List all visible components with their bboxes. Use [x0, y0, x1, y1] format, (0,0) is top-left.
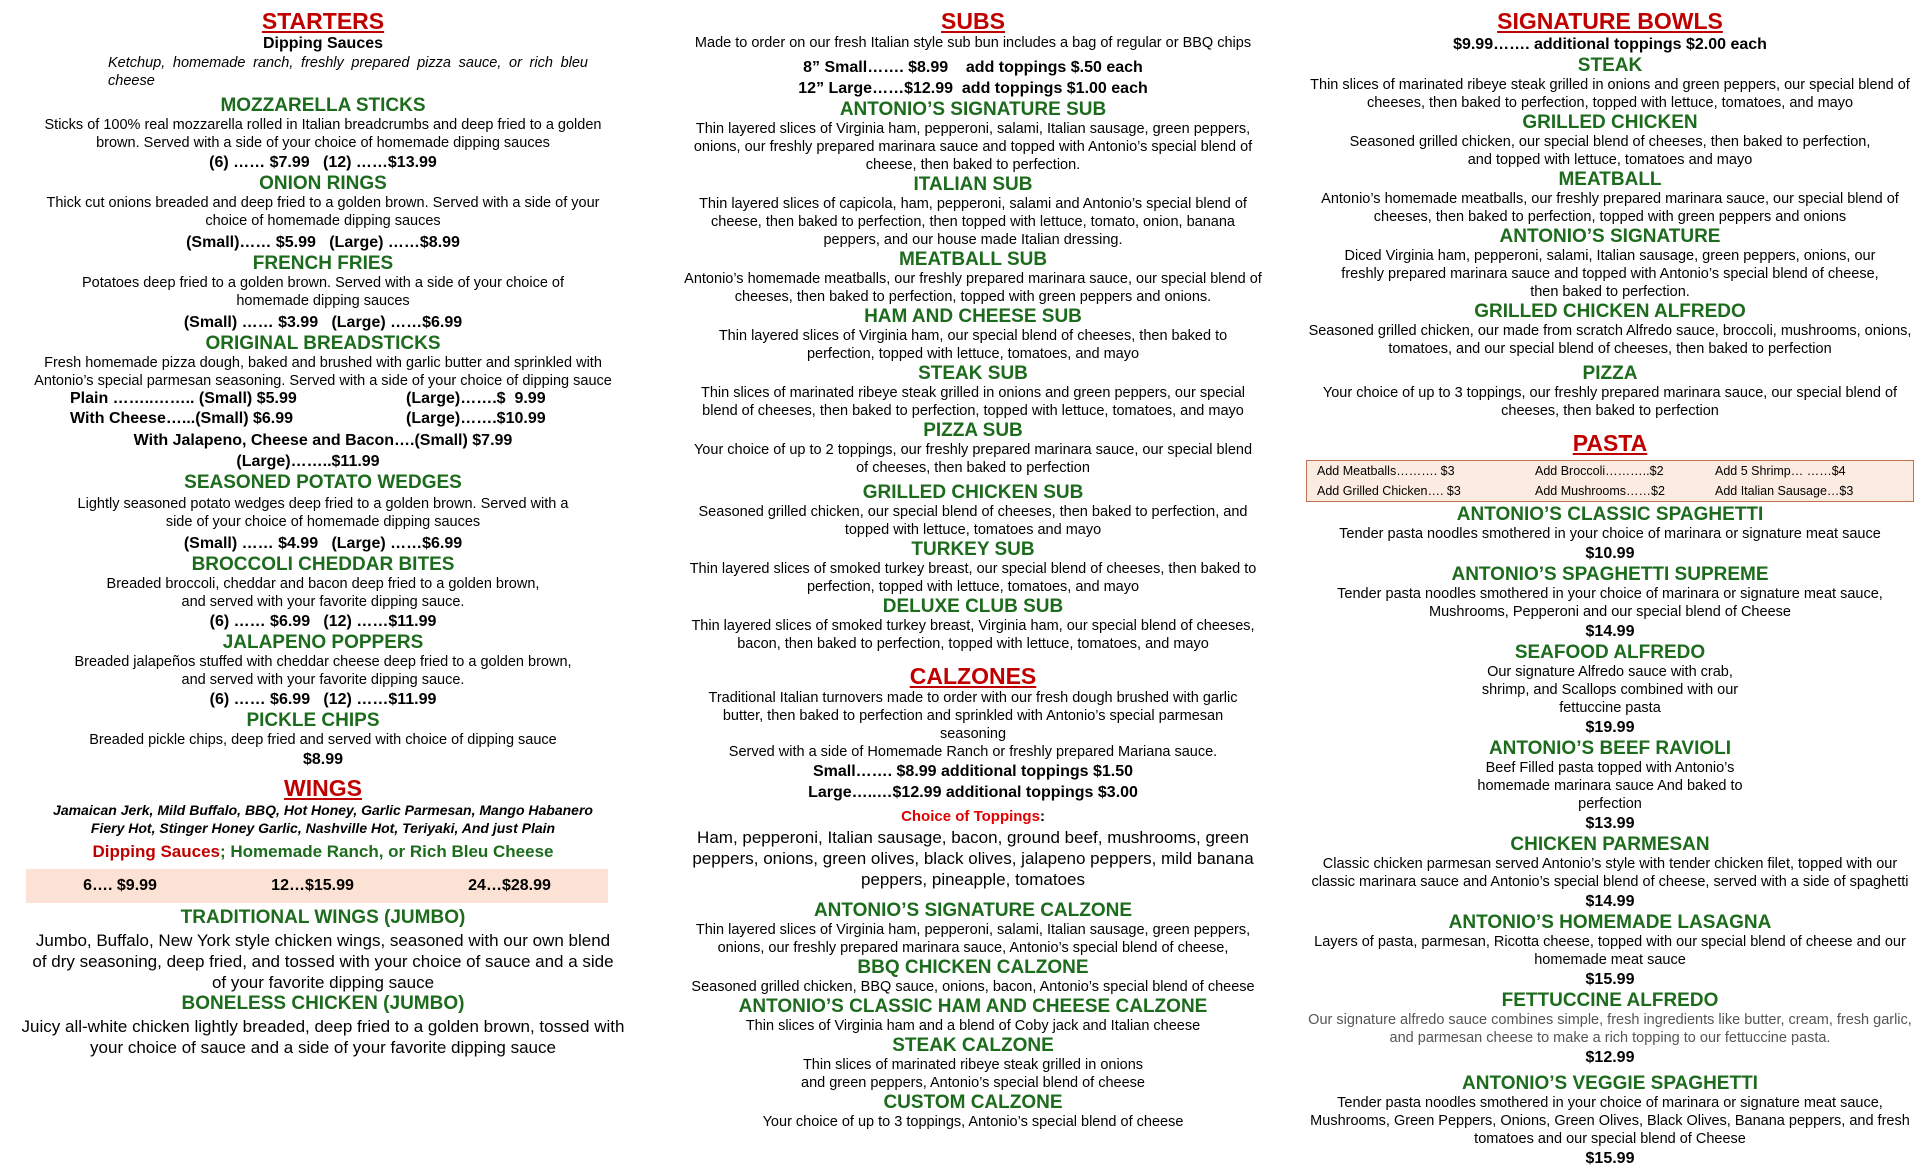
jalapeno-poppers-desc-1: Breaded jalapeños stuffed with cheddar cheese deep fried to a golden brown, — [74, 654, 572, 670]
column-starters-wings — [18, 8, 628, 1058]
beef-ravioli-desc: Beef Filled pasta topped with Antonio’s homemade marinara sauce And baked to perfection — [1477, 760, 1743, 812]
fettuccine-alfredo-title: FETTUCCINE ALFREDO — [1501, 990, 1719, 1011]
broccoli-bites-price: (6) …… $6.99 (12) ……$11.99 — [209, 613, 437, 630]
wings-flavors-1: Jamaican Jerk, Mild Buffalo, BBQ, Hot Honey, Garlic Parmesan, Mango Habanero — [53, 802, 593, 818]
meatball-bowl-desc: Antonio’s homemade meatballs, our freshly prepared marinara sauce, our special blend of cheeses, then baked to perfection, topped with green peppers and onions — [1321, 191, 1899, 225]
bbq-chicken-calzone-title: BBQ CHICKEN CALZONE — [857, 957, 1089, 978]
deluxe-club-sub-title: DELUXE CLUB SUB — [882, 596, 1064, 617]
fettuccine-alfredo-desc: Our signature alfredo sauce combines simple, fresh ingredients like butter, cream, fresh garlic, and parmesan cheese to make a rich topping to our fettuccine pasta. — [1308, 1012, 1912, 1046]
seafood-alfredo-title: SEAFOOD ALFREDO — [1514, 642, 1706, 663]
turkey-sub-desc: Thin layered slices of smoked turkey breast, our special blend of cheeses, then baked to perfection, topped with lettuce, tomatoes, and mayo — [689, 561, 1257, 595]
pasta-addons-band — [1306, 460, 1914, 502]
dipping-sauces-desc: Ketchup, homemade ranch, freshly prepared pizza sauce, or rich bleu cheese — [108, 55, 588, 89]
pizza-sub-desc: Your choice of up to 2 toppings, our freshly prepared marinara sauce, our special blend of cheeses, then baked to perfection — [693, 442, 1253, 476]
wings-title: WINGS — [284, 775, 362, 801]
dipping-sauces-title: Dipping Sauces — [262, 35, 384, 52]
steak-sub-title: STEAK SUB — [918, 363, 1028, 384]
calzones-toppings-label — [668, 807, 1278, 827]
wings-price-12: 12…$15.99 — [271, 877, 354, 894]
subs-price-large: 12” Large……$12.99 add toppings $1.00 each — [798, 80, 1148, 97]
jalapeno-poppers-desc-2: and served with your favorite dipping sauce. — [181, 672, 465, 688]
mozzarella-sticks-title: MOZZARELLA STICKS — [220, 95, 426, 116]
lasagna-desc: Layers of pasta, parmesan, Ricotta cheese, topped with our special blend of cheese and our homemade meat sauce — [1314, 934, 1906, 968]
potato-wedges-price: (Small) …… $4.99 (Large) ……$6.99 — [183, 535, 463, 552]
grilled-chicken-bowl-title: GRILLED CHICKEN — [1522, 112, 1698, 133]
broccoli-bites-desc-1: Breaded broccoli, cheddar and bacon deep fried to a golden brown, — [106, 576, 540, 592]
french-fries-price: (Small) …… $3.99 (Large) ……$6.99 — [183, 314, 463, 331]
beef-ravioli-price: $13.99 — [1585, 815, 1635, 832]
breadsticks-jalapeno-price: With Jalapeno, Cheese and Bacon….(Small) $7.99 — [133, 432, 513, 449]
breadsticks-jalapeno-large: (Large)……..$11.99 — [236, 453, 380, 470]
onion-rings-price: (Small)…… $5.99 (Large) ……$8.99 — [186, 234, 460, 251]
wings-price-6: 6…. $9.99 — [83, 877, 157, 894]
addon-shrimp: Add 5 Shrimp… ……$4 — [1715, 464, 1846, 478]
potato-wedges-desc: Lightly seasoned potato wedges deep fried to a golden brown. Served with a side of your choice of homemade dipping sauces — [77, 496, 569, 530]
signature-calzone-desc: Thin layered slices of Virginia ham, pepperoni, salami, Italian sausage, green peppers, onions, our freshly prepared marinara sauce, Antonio’s special blend of cheese, — [695, 922, 1251, 956]
mozzarella-sticks-desc: Sticks of 100% real mozzarella rolled in Italian breadcrumbs and deep fried to a golden brown. Served with a side of your choice of homemade dipping sauces — [44, 117, 602, 151]
breadsticks-plain-large: (Large)…….$ 9.99 — [406, 390, 546, 407]
column-subs-calzones — [668, 8, 1278, 1131]
chicken-parmesan-price: $14.99 — [1585, 893, 1635, 910]
wings-dipping-sauces — [18, 839, 628, 865]
subs-title: SUBS — [941, 8, 1005, 34]
toppings-label-text: Choice of Toppings — [901, 808, 1040, 825]
lasagna-title: ANTONIO’S HOMEMADE LASAGNA — [1448, 912, 1772, 933]
pasta-title: PASTA — [1572, 430, 1648, 456]
breadsticks-plain-small: Plain ……..…….. (Small) $5.99 — [70, 390, 297, 407]
grilled-chicken-bowl-desc: Seasoned grilled chicken, our special blend of cheeses, then baked to perfection, and topped with lettuce, tomatoes and mayo — [1349, 134, 1871, 168]
jalapeno-poppers-title: JALAPENO POPPERS — [222, 632, 424, 653]
veggie-spaghetti-desc: Tender pasta noodles smothered in your choice of marinara or signature meat sauce, Mushrooms, Green Peppers, Onions, Green Olives, Black Olives, Banana peppers, and fresh tomatoes and our special blend of Cheese — [1310, 1095, 1910, 1147]
addon-broccoli: Add Broccoli………..$2 — [1535, 464, 1664, 478]
signature-sub-title: ANTONIO’S SIGNATURE SUB — [839, 99, 1107, 120]
french-fries-title: FRENCH FRIES — [252, 253, 394, 274]
onion-rings-title: ONION RINGS — [259, 173, 387, 194]
calzones-intro: Traditional Italian turnovers made to order with our fresh dough brushed with garlic butter, then baked to perfection and sprinkled with Antonio’s special parmesan seasoning — [708, 690, 1238, 742]
jalapeno-poppers-price: (6) …… $6.99 (12) ……$11.99 — [209, 691, 437, 708]
meatball-sub-desc: Antonio’s homemade meatballs, our freshly prepared marinara sauce, our special blend of cheeses, then baked to perfection, topped with green peppers and onions. — [684, 271, 1262, 305]
traditional-wings-desc: Jumbo, Buffalo, New York style chicken wings, seasoned with our own blend of dry seasoning, deep fried, and tossed with your choice of sauce and a side of your favorite dipping sauce — [32, 931, 614, 992]
meatball-bowl-title: MEATBALL — [1558, 169, 1662, 190]
italian-sub-desc: Thin layered slices of capicola, ham, pepperoni, salami and Antonio’s special blend of cheese, then baked to perfection, then topped with lettuce, tomato, onion, banana peppers, and our house made Italian dressing. — [699, 196, 1247, 248]
addon-italian-sausage: Add Italian Sausage…$3 — [1715, 484, 1854, 498]
wings-dipping-label: Dipping Sauces — [92, 842, 221, 861]
classic-spaghetti-price: $10.99 — [1585, 545, 1635, 562]
veggie-spaghetti-title: ANTONIO’S VEGGIE SPAGHETTI — [1462, 1073, 1758, 1094]
calzones-price-large: Large…..…$12.99 additional toppings $3.00 — [808, 784, 1138, 801]
breadsticks-cheese-large: (Large)…….$10.99 — [406, 410, 546, 427]
bowls-price: $9.99……. additional toppings $2.00 each — [1453, 36, 1767, 53]
breadsticks-plain-price — [18, 390, 628, 410]
calzones-price-small: Small……. $8.99 additional toppings $1.50 — [812, 763, 1134, 780]
pizza-bowl-desc: Your choice of up to 3 toppings, our freshly prepared marinara sauce, our special blend of cheeses, then baked to perfection — [1322, 385, 1898, 419]
chicken-alfredo-bowl-desc: Seasoned grilled chicken, our made from scratch Alfredo sauce, broccoli, mushrooms, onions, tomatoes, and our special blend of cheeses, then baked to perfection — [1308, 323, 1912, 357]
beef-ravioli-title: ANTONIO’S BEEF RAVIOLI — [1488, 738, 1732, 759]
addon-meatballs: Add Meatballs………. $3 — [1317, 464, 1455, 478]
chicken-alfredo-bowl-title: GRILLED CHICKEN ALFREDO — [1474, 301, 1746, 322]
broccoli-bites-title: BROCCOLI CHEDDAR BITES — [191, 554, 455, 575]
calzones-intro-2: Served with a side of Homemade Ranch or freshly prepared Mariana sauce. — [728, 744, 1218, 760]
signature-sub-desc: Thin layered slices of Virginia ham, pepperoni, salami, Italian sausage, green peppers, onions, our freshly prepared marinara sauce and topped with Antonio’s special blend of cheese, then baked to perfection. — [693, 121, 1253, 173]
ham-cheese-sub-desc: Thin layered slices of Virginia ham, our special blend of cheeses, then baked to perfection, topped with lettuce, tomatoes, and mayo — [718, 328, 1228, 362]
addon-mushrooms: Add Mushrooms……$2 — [1535, 484, 1665, 498]
wings-price-24: 24…$28.99 — [468, 877, 551, 894]
column-bowls-pasta — [1306, 8, 1914, 1169]
spaghetti-supreme-desc: Tender pasta noodles smothered in your choice of marinara or signature meat sauce, Mushrooms, Pepperoni and our special blend of Cheese — [1337, 586, 1883, 620]
bbq-chicken-calzone-desc: Seasoned grilled chicken, BBQ sauce, onions, bacon, Antonio’s special blend of cheese — [691, 979, 1255, 995]
breadsticks-desc: Fresh homemade pizza dough, baked and brushed with garlic butter and sprinkled with Antonio’s special parmesan seasoning. Served with a side of your choice of dipping sauce — [34, 355, 612, 389]
seafood-alfredo-price: $19.99 — [1585, 719, 1635, 736]
bowls-title: SIGNATURE BOWLS — [1497, 8, 1723, 34]
pizza-bowl-title: PIZZA — [1582, 363, 1638, 384]
wings-dipping-options: ; Homemade Ranch, or Rich Bleu Cheese — [220, 842, 554, 861]
starters-title: STARTERS — [261, 8, 385, 34]
subs-intro: Made to order on our fresh Italian style sub bun includes a bag of regular or BBQ chips — [694, 35, 1252, 51]
breadsticks-title: ORIGINAL BREADSTICKS — [205, 333, 441, 354]
classic-spaghetti-desc: Tender pasta noodles smothered in your choice of marinara or signature meat sauce — [1339, 526, 1881, 542]
onion-rings-desc: Thick cut onions breaded and deep fried to a golden brown. Served with a side of your choice of homemade dipping sauces — [46, 195, 600, 229]
calzones-toppings-list: Ham, pepperoni, Italian sausage, bacon, ground beef, mushrooms, green peppers, onions, green olives, black olives, jalapeno peppers, mild banana peppers, pineapple, tomatoes — [692, 828, 1254, 889]
lasagna-price: $15.99 — [1585, 971, 1635, 988]
french-fries-desc: Potatoes deep fried to a golden brown. Served with a side of your choice of homemade dipping sauces — [81, 275, 565, 309]
addon-grilled-chicken: Add Grilled Chicken…. $3 — [1317, 484, 1461, 498]
toppings-label-colon: : — [1039, 808, 1045, 825]
broccoli-bites-desc-2: and served with your favorite dipping sauce. — [181, 594, 465, 610]
breadsticks-cheese-price — [18, 410, 628, 430]
fettuccine-alfredo-price: $12.99 — [1585, 1049, 1635, 1066]
spaghetti-supreme-price: $14.99 — [1585, 623, 1635, 640]
chicken-parmesan-title: CHICKEN PARMESAN — [1510, 834, 1710, 855]
ham-cheese-sub-title: HAM AND CHEESE SUB — [864, 306, 1082, 327]
signature-bowl-desc: Diced Virginia ham, pepperoni, salami, Italian sausage, green peppers, onions, our freshly prepared marinara sauce and topped with Antonio’s special blend of cheese, then baked to perfection. — [1341, 248, 1879, 300]
classic-spaghetti-title: ANTONIO’S CLASSIC SPAGHETTI — [1456, 504, 1764, 525]
pickle-chips-price: $8.99 — [302, 751, 344, 768]
steak-calzone-desc: Thin slices of marinated ribeye steak grilled in onions and green peppers, Antonio’s special blend of cheese — [801, 1057, 1145, 1091]
grilled-chicken-sub-title: GRILLED CHICKEN SUB — [862, 482, 1084, 503]
breadsticks-cheese-small: With Cheese…...(Small) $6.99 — [70, 410, 294, 427]
turkey-sub-title: TURKEY SUB — [911, 539, 1035, 560]
signature-calzone-title: ANTONIO’S SIGNATURE CALZONE — [813, 900, 1133, 921]
traditional-wings-title: TRADITIONAL WINGS (JUMBO) — [180, 907, 466, 928]
wings-price-band — [26, 869, 608, 903]
pizza-sub-title: PIZZA SUB — [923, 420, 1023, 441]
ham-cheese-calzone-desc: Thin slices of Virginia ham and a blend of Coby jack and Italian cheese — [745, 1018, 1201, 1034]
steak-bowl-title: STEAK — [1577, 55, 1643, 76]
calzones-title: CALZONES — [909, 663, 1037, 689]
spaghetti-supreme-title: ANTONIO’S SPAGHETTI SUPREME — [1451, 564, 1769, 585]
boneless-chicken-desc: Juicy all-white chicken lightly breaded, deep fried to a golden brown, tossed with your choice of sauce and a side of your favorite dipping sauce — [21, 1017, 625, 1057]
pickle-chips-title: PICKLE CHIPS — [246, 710, 380, 731]
meatball-sub-title: MEATBALL SUB — [898, 249, 1048, 270]
steak-bowl-desc: Thin slices of marinated ribeye steak grilled in onions and green peppers, our special blend of cheeses, then baked to perfection, topped with lettuce, tomatoes, and mayo — [1310, 77, 1910, 111]
potato-wedges-title: SEASONED POTATO WEDGES — [184, 472, 462, 493]
signature-bowl-title: ANTONIO’S SIGNATURE — [1499, 226, 1721, 247]
steak-sub-desc: Thin slices of marinated ribeye steak grilled in onions and green peppers, our special blend of cheeses, then baked to perfection, topped with lettuce, tomatoes, and mayo — [700, 385, 1246, 419]
seafood-alfredo-desc: Our signature Alfredo sauce with crab, shrimp, and Scallops combined with our fettuccine pasta — [1481, 664, 1739, 716]
subs-price-small: 8” Small……. $8.99 add toppings $.50 each — [803, 59, 1143, 76]
chicken-parmesan-desc: Classic chicken parmesan served Antonio’s style with tender chicken filet, topped with our classic marinara sauce and Antonio’s special blend of cheese, served with a side of spaghetti — [1311, 856, 1909, 890]
italian-sub-title: ITALIAN SUB — [913, 174, 1033, 195]
steak-calzone-title: STEAK CALZONE — [892, 1035, 1054, 1056]
mozzarella-sticks-price: (6) …… $7.99 (12) ……$13.99 — [209, 154, 437, 171]
boneless-chicken-title: BONELESS CHICKEN (JUMBO) — [181, 993, 465, 1014]
grilled-chicken-sub-desc: Seasoned grilled chicken, our special blend of cheeses, then baked to perfection, and topped with lettuce, tomatoes and mayo — [698, 504, 1248, 538]
ham-cheese-calzone-title: ANTONIO’S CLASSIC HAM AND CHEESE CALZONE — [738, 996, 1208, 1017]
pickle-chips-desc: Breaded pickle chips, deep fried and served with choice of dipping sauce — [89, 732, 557, 748]
veggie-spaghetti-price: $15.99 — [1585, 1150, 1635, 1167]
wings-flavors-2: Fiery Hot, Stinger Honey Garlic, Nashville Hot, Teriyaki, And just Plain — [90, 820, 556, 836]
custom-calzone-desc: Your choice of up to 3 toppings, Antonio’s special blend of cheese — [762, 1114, 1184, 1130]
deluxe-club-sub-desc: Thin layered slices of smoked turkey breast, Virginia ham, our special blend of cheeses, bacon, then baked to perfection, topped with lettuce, tomatoes, and mayo — [691, 618, 1255, 652]
custom-calzone-title: CUSTOM CALZONE — [883, 1092, 1063, 1113]
